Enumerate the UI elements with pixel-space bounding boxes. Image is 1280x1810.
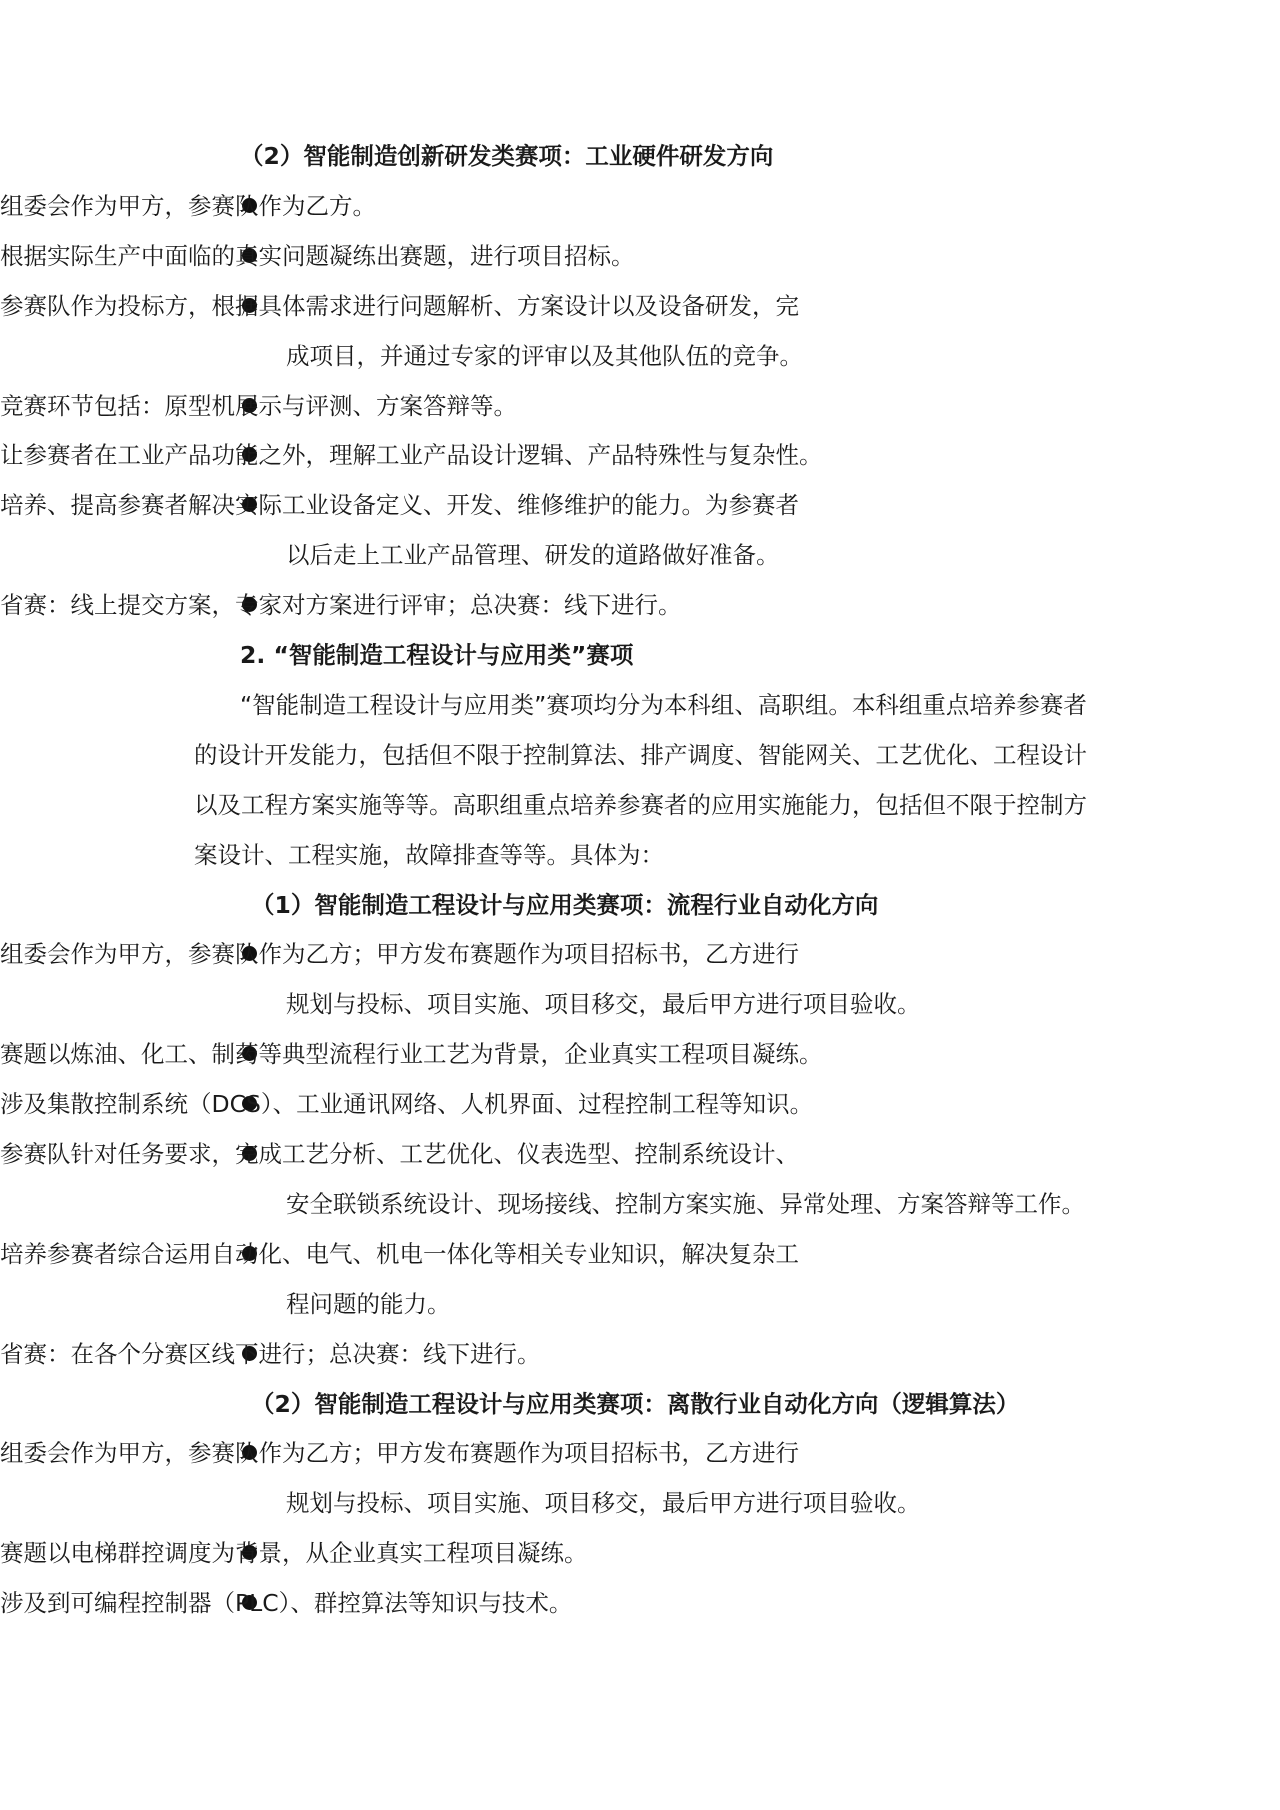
bullet-item-continuation-text: 成项目，并通过专家的评审以及其他队伍的竞争。 [286,341,803,370]
bullet-item [0,381,1280,431]
bullet-item-continuation [0,979,1280,1029]
subsection-heading-text: （2）智能制造创新研发类赛项：工业硬件研发方向 [240,142,774,170]
bullet-item-text: 赛题以炼油、化工、制药等典型流程行业工艺为背景，企业真实工程项目凝练。 [0,1040,823,1069]
bullet-item-continuation-text: 以后走上工业产品管理、研发的道路做好准备。 [286,541,780,570]
paragraph-line-text: 的设计开发能力，包括但不限于控制算法、排产调度、智能网关、工艺优化、工程设计 [194,740,1087,769]
bullet-item-text: 培养参赛者综合运用自动化、电气、机电一体化等相关专业知识，解决复杂工 [0,1239,799,1268]
bullet-item-continuation [0,331,1280,381]
paragraph-line [0,830,1280,880]
bullet-item-continuation [0,1179,1280,1229]
bullet-item-continuation [0,530,1280,580]
paragraph-line-text: 案设计、工程实施，故障排查等等。具体为： [194,840,664,869]
bullet-item-continuation-text: 规划与投标、项目实施、项目移交，最后甲方进行项目验收。 [286,990,921,1019]
bullet-item-text: 根据实际生产中面临的真实问题凝练出赛题，进行项目招标。 [0,241,635,270]
bullet-item [0,1079,1280,1129]
paragraph-line [0,780,1280,830]
subsection-heading-text: （2）智能制造工程设计与应用类赛项：离散行业自动化方向（逻辑算法） [251,1389,1020,1418]
bullet-item [0,580,1280,630]
paragraph-line [0,730,1280,780]
bullet-item [0,1129,1280,1179]
bullet-item [0,929,1280,979]
bullet-item [0,231,1280,281]
bullet-item-continuation [0,1478,1280,1528]
bullet-item-text: 参赛队作为投标方，根据具体需求进行问题解析、方案设计以及设备研发，完 [0,291,799,320]
bullet-item-text: 组委会作为甲方，参赛队作为乙方；甲方发布赛题作为项目招标书，乙方进行 [0,940,799,969]
paragraph-line-text: “智能制造工程设计与应用类”赛项均分为本科组、高职组。本科组重点培养参赛者 [240,690,1087,719]
bullet-item-continuation-text: 安全联锁系统设计、现场接线、控制方案实施、异常处理、方案答辩等工作。 [286,1189,1085,1218]
bullet-item-text: 竞赛环节包括：原型机展示与评测、方案答辩等。 [0,391,517,420]
bullet-item [0,281,1280,331]
bullet-item-text: 培养、提高参赛者解决实际工业设备定义、开发、维修维护的能力。为参赛者 [0,491,799,520]
bullet-item [0,1229,1280,1279]
subsection-heading [0,1379,1280,1429]
bullet-item-text: 参赛队针对任务要求，完成工艺分析、工艺优化、仪表选型、控制系统设计、 [0,1140,799,1168]
bullet-item [0,1029,1280,1079]
bullet-item-text: 涉及到可编程控制器（PLC）、群控算法等知识与技术。 [0,1589,573,1618]
bullet-item [0,1428,1280,1478]
section-heading [0,630,1280,680]
bullet-item-continuation-text: 程问题的能力。 [286,1289,451,1318]
bullet-item [0,1528,1280,1578]
bullet-item-text: 省赛：线上提交方案，专家对方案进行评审；总决赛：线下进行。 [0,591,682,620]
bullet-item [0,1578,1280,1628]
bullet-item [0,181,1280,231]
paragraph-line [0,680,1280,730]
bullet-item-continuation [0,1279,1280,1329]
bullet-item-text: 赛题以电梯群控调度为背景，从企业真实工程项目凝练。 [0,1539,588,1568]
subsection-heading [0,131,1280,181]
bullet-item-text: 省赛：在各个分赛区线下进行；总决赛：线下进行。 [0,1339,541,1368]
bullet-item-continuation-text: 规划与投标、项目实施、项目移交，最后甲方进行项目验收。 [286,1489,921,1518]
section-heading-text: 2. “智能制造工程设计与应用类”赛项 [240,641,634,669]
bullet-item [0,480,1280,530]
bullet-item [0,1329,1280,1379]
subsection-heading-text: （1）智能制造工程设计与应用类赛项：流程行业自动化方向 [251,890,879,919]
bullet-item [0,430,1280,480]
paragraph-line-text: 以及工程方案实施等等。高职组重点培养参赛者的应用实施能力，包括但不限于控制方 [194,790,1087,819]
subsection-heading [0,880,1280,930]
bullet-item-text: 涉及集散控制系统（DCS）、工业通讯网络、人机界面、过程控制工程等知识。 [0,1090,814,1119]
bullet-item-text: 组委会作为甲方，参赛队作为乙方；甲方发布赛题作为项目招标书，乙方进行 [0,1439,799,1468]
bullet-item-text: 让参赛者在工业产品功能之外，理解工业产品设计逻辑、产品特殊性与复杂性。 [0,441,823,470]
bullet-item-text: 组委会作为甲方，参赛队作为乙方。 [0,191,376,220]
